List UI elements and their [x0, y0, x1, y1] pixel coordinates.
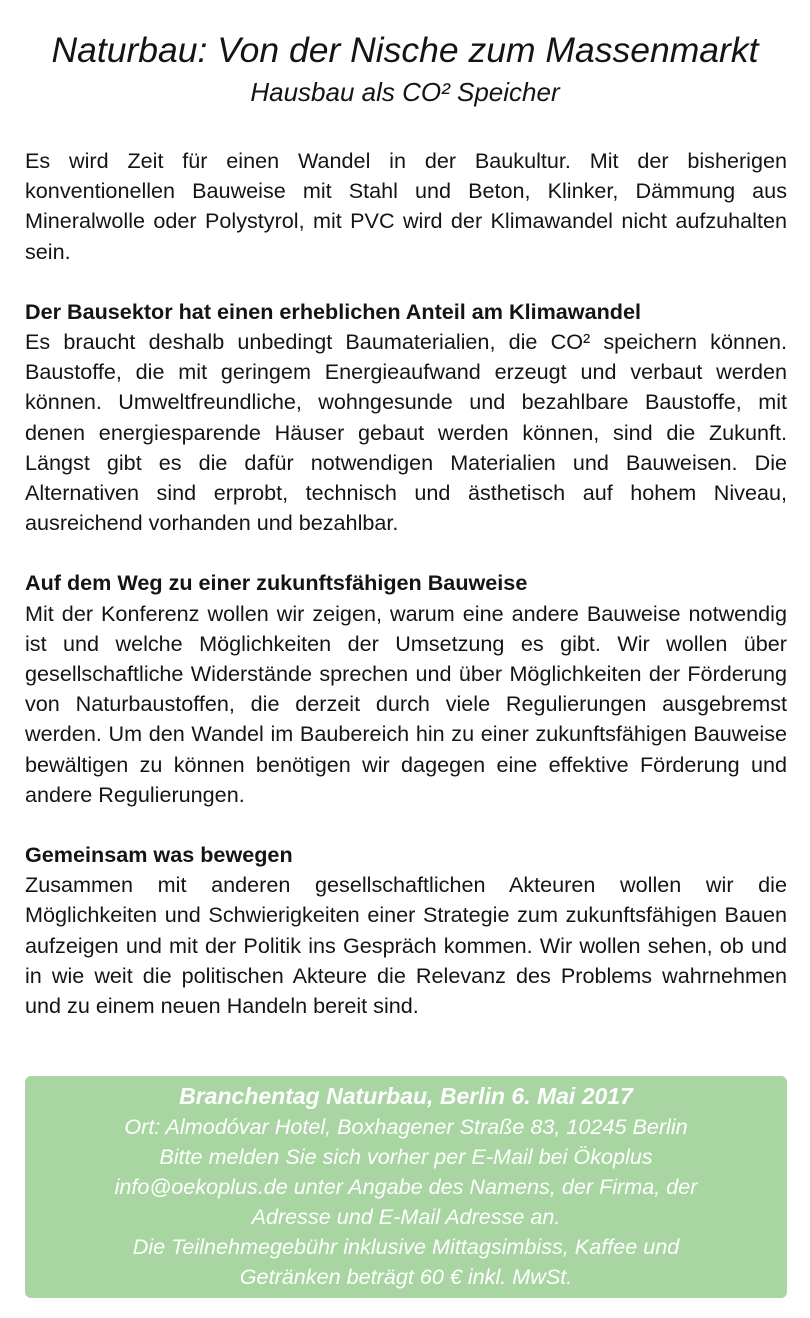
- page-subtitle: Hausbau als CO² Speicher: [250, 77, 560, 107]
- section-heading-gemeinsam: Gemeinsam was bewegen: [25, 842, 293, 868]
- page-title: Naturbau: Von der Nische zum Massenmarkt: [51, 30, 759, 70]
- section-heading-bausektor: Der Bausektor hat einen erheblichen Anteil am Klimawandel: [25, 298, 641, 324]
- event-info-box: [25, 1076, 787, 1298]
- event-registration-line: Bitte melden Sie sich vorher per E-Mail bei Ökoplus: [159, 1144, 653, 1169]
- event-fee-line: Die Teilnehmegebühr inklusive Mittagsimbiss, Kaffee und: [132, 1234, 680, 1259]
- article-body: [25, 146, 787, 1021]
- section-paragraph-weg: Mit der Konferenz wollen wir zeigen, warum eine andere Bauweise notwendig ist und welche Möglichkeiten der Umsetzung es gibt. Wir wollen über gesellschaftliche Widerstände sprechen und über Möglichkeiten der Förderung von Naturbaustoffen, die derzeit durch viele Regulierungen ausgebremst werden. Um den Wandel im Baubereich hin zu einer zukunftsfähigen Bauweise bewältigen zu können benötigen wir dagegen eine effektive Förderung und andere Regulierungen.: [25, 600, 787, 807]
- section-paragraph-gemeinsam: Zusammen mit anderen gesellschaftlichen Akteuren wollen wir die Möglichkeiten und Schwierigkeiten einer Strategie zum zukunftsfähigen Bauen aufzeigen und mit der Politik ins Gespräch kommen. Wir wollen sehen, ob und in wie weit die politischen Akteure die Relevanz des Problems wahrnehmen und zu einem neuen Handeln bereit sind.: [25, 872, 787, 1019]
- event-title: Branchentag Naturbau, Berlin 6. Mai 2017: [179, 1083, 633, 1109]
- event-address-line: Adresse und E-Mail Adresse an.: [251, 1204, 561, 1229]
- section-heading-weg: Auf dem Weg zu einer zukunftsfähigen Bauweise: [25, 570, 528, 596]
- event-location: Ort: Almodóvar Hotel, Boxhagener Straße 83, 10245 Berlin: [124, 1114, 688, 1139]
- intro-paragraph: Es wird Zeit für einen Wandel in der Baukultur. Mit der bisherigen konventionellen Bauweise mit Stahl und Beton, Klinker, Dämmung aus Mineralwolle oder Polystyrol, mit PVC wird der Klimawandel nicht aufzuhalten sein.: [25, 148, 787, 264]
- section-spacer: [25, 267, 787, 297]
- section-spacer: [25, 810, 787, 840]
- section-paragraph-bausektor: Es braucht deshalb unbedingt Baumaterialien, die CO² speichern können. Baustoffe, die mit geringem Energieaufwand erzeugt und verbaut werden können. Umweltfreundliche, wohngesunde und bezahlbare Baustoffe, mit denen energiesparende Häuser gebaut werden können, sind die Zukunft. Längst gibt es die dafür notwendigen Materialien und Bauweisen. Die Alternativen sind erprobt, technisch und ästhetisch auf hohem Niveau, ausreichend vorhanden und bezahlbar.: [25, 329, 787, 536]
- event-email-line: info@oekoplus.de unter Angabe des Namens, der Firma, der: [114, 1174, 698, 1199]
- section-spacer: [25, 538, 787, 568]
- event-price-line: Getränken beträgt 60 € inkl. MwSt.: [239, 1264, 573, 1289]
